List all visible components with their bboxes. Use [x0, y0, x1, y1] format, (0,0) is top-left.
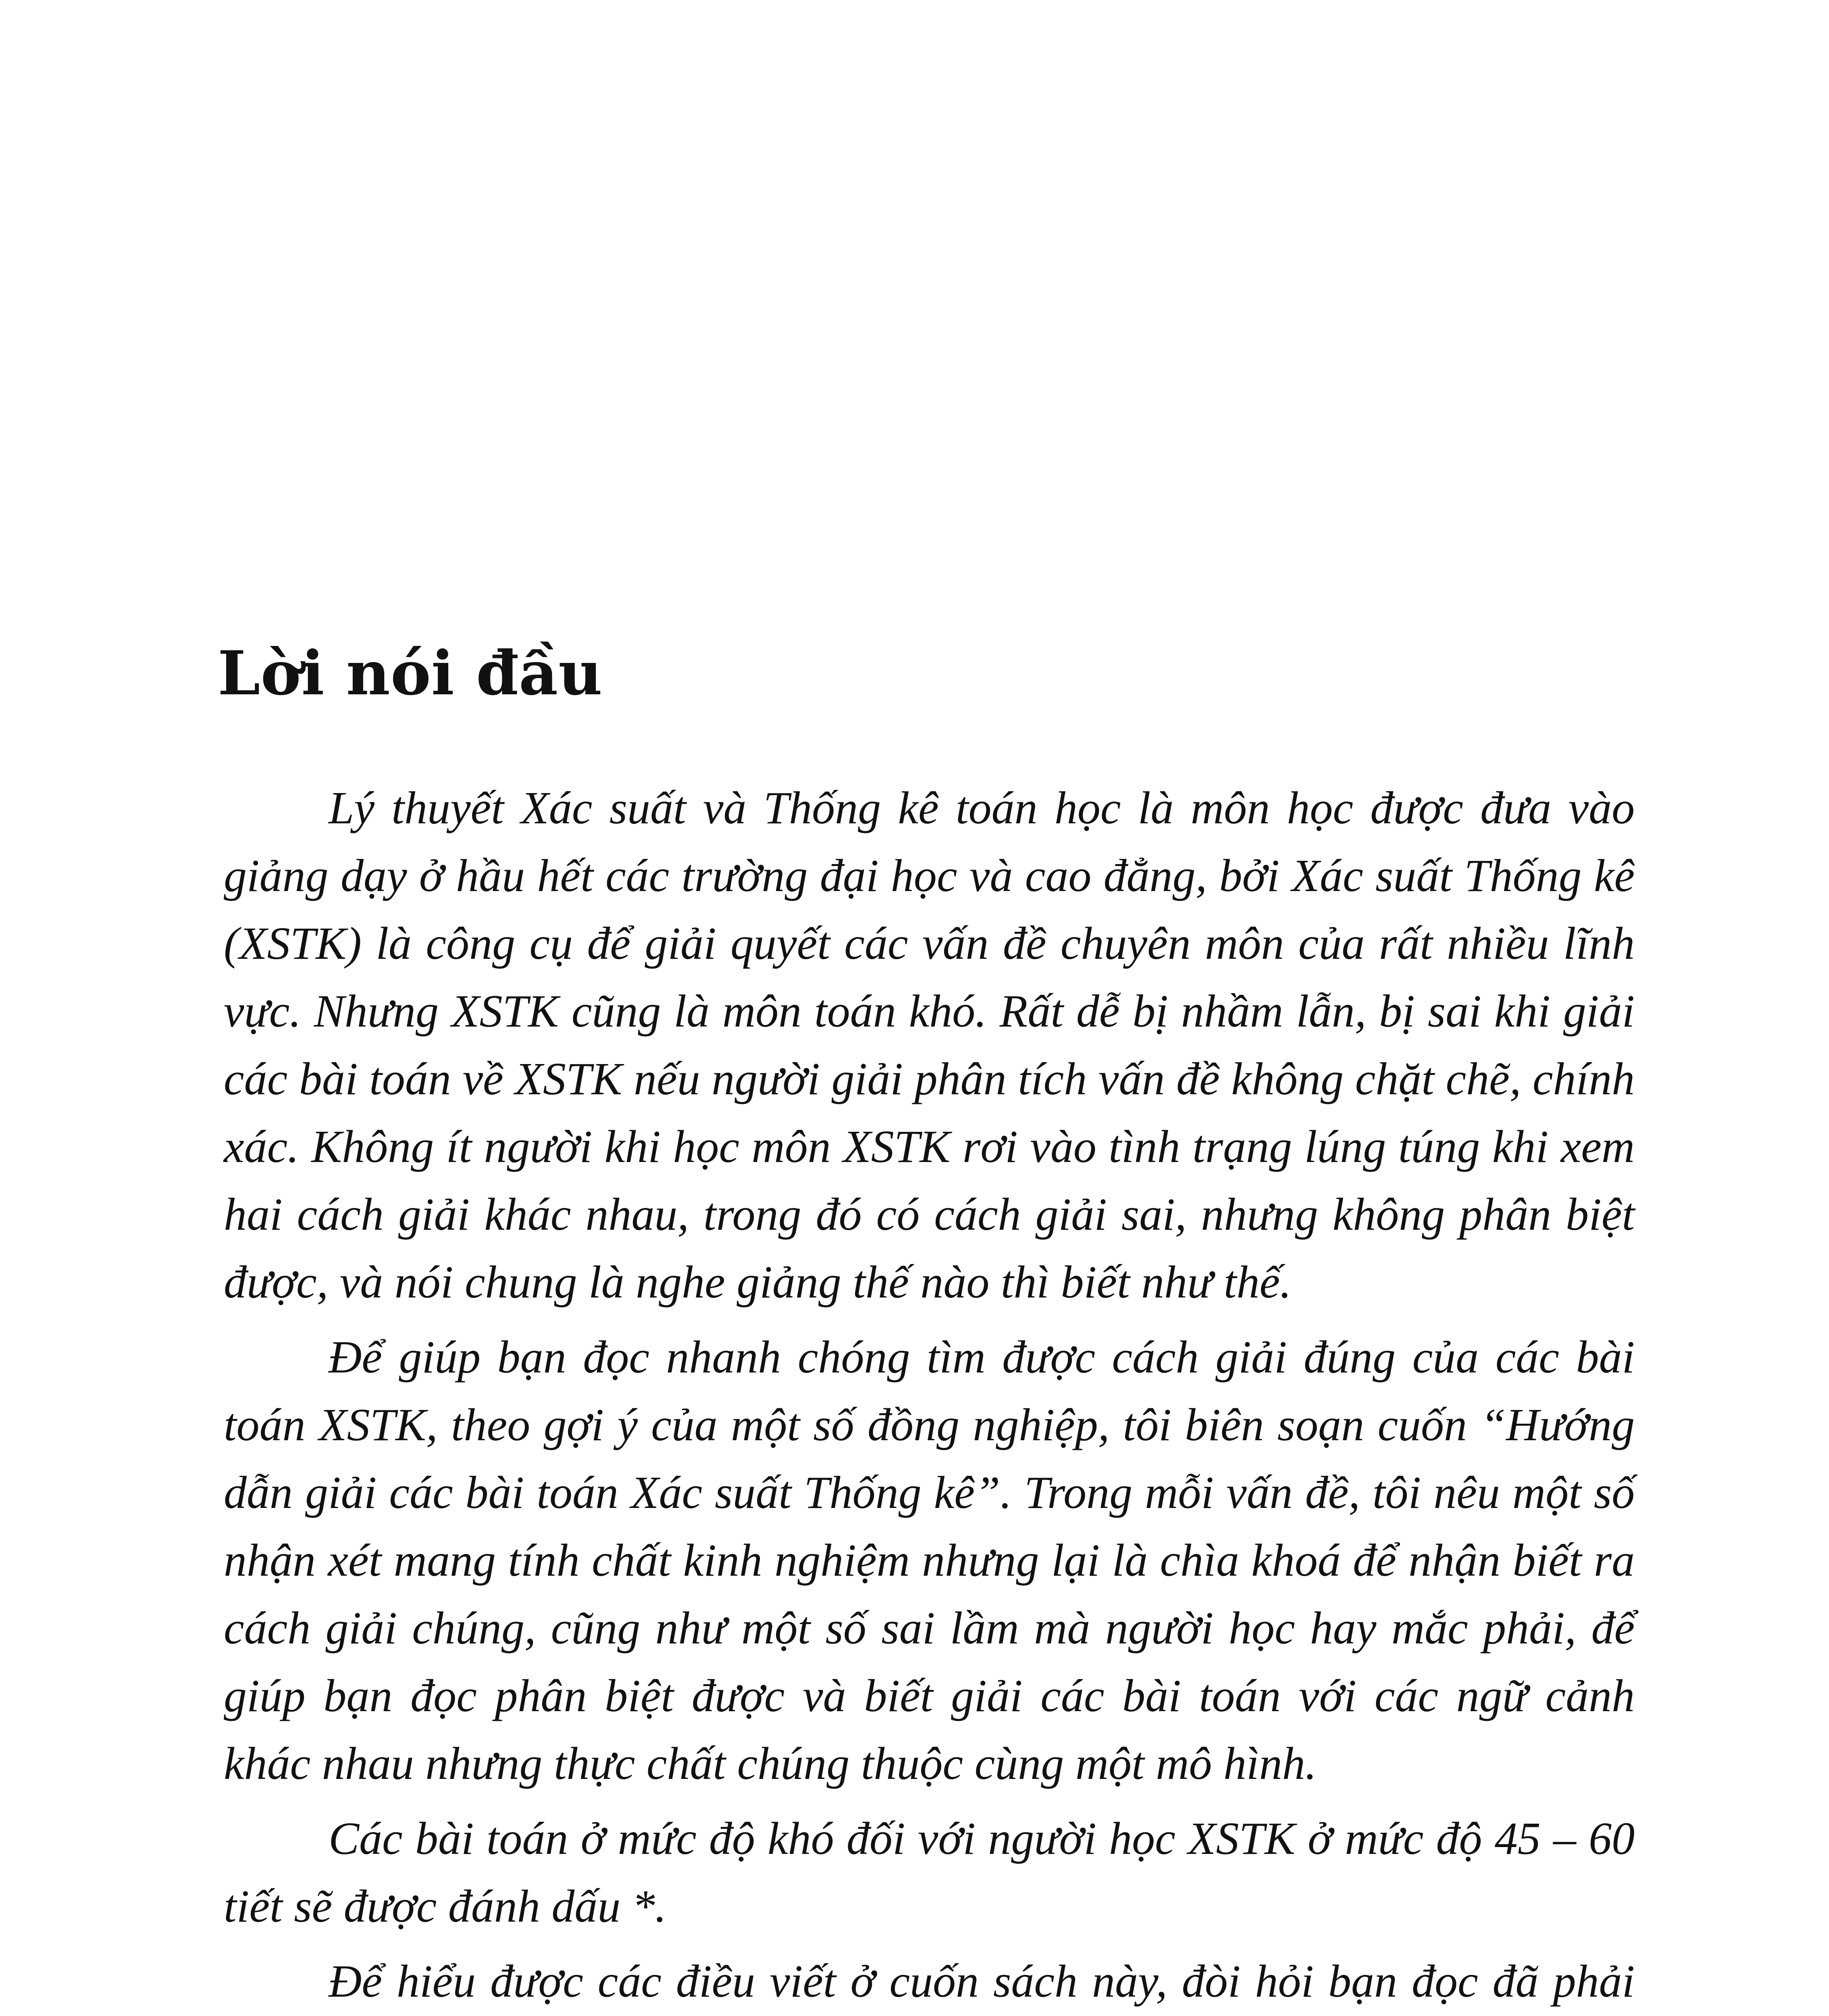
paragraph-3: Các bài toán ở mức độ khó đối với người học XSTK ở mức độ 45 – 60 tiết sẽ được đánh dấu *. [224, 1813, 1635, 1932]
paragraph-1: Lý thuyết Xác suất và Thống kê toán học là môn học được đưa vào giảng dạy ở hầu hết các trường đại học và cao đẳng, bởi Xác suất Thống kê (XSTK) là công cụ để giải quyết các vấn đề chuyên môn của rất nhiều lĩnh vực. Nhưng XSTK cũng là môn toán khó. Rất dễ bị nhầm lẫn, bị sai khi giải các bài toán về XSTK nếu người giải phân tích vấn đề không chặt chẽ, chính xác. Không ít người khi học môn XSTK rơi vào tình trạng lúng túng khi xem hai cách giải khác nhau, trong đó có cách giải sai, nhưng không phân biệt được, và nói chung là nghe giảng thế nào thì biết như thế. [224, 782, 1635, 1308]
preface-body [224, 774, 1635, 2016]
paragraph-2: Để giúp bạn đọc nhanh chóng tìm được cách giải đúng của các bài toán XSTK, theo gợi ý của một số đồng nghiệp, tôi biên soạn cuốn “Hướng dẫn giải các bài toán Xác suất Thống kê”. Trong mỗi vấn đề, tôi nêu một số nhận xét mang tính chất kinh nghiệm nhưng lại là chìa khoá để nhận biết ra cách giải chúng, cũng như một số sai lầm mà người học hay mắc phải, để giúp bạn đọc phân biệt được và biết giải các bài toán với các ngữ cảnh khác nhau nhưng thực chất chúng thuộc cùng một mô hình. [224, 1331, 1635, 1789]
paragraph-4: Để hiểu được các điều viết ở cuốn sách này, đòi hỏi bạn đọc đã phải [329, 1956, 1635, 2007]
page-title: Lời nói đầu [218, 638, 603, 709]
